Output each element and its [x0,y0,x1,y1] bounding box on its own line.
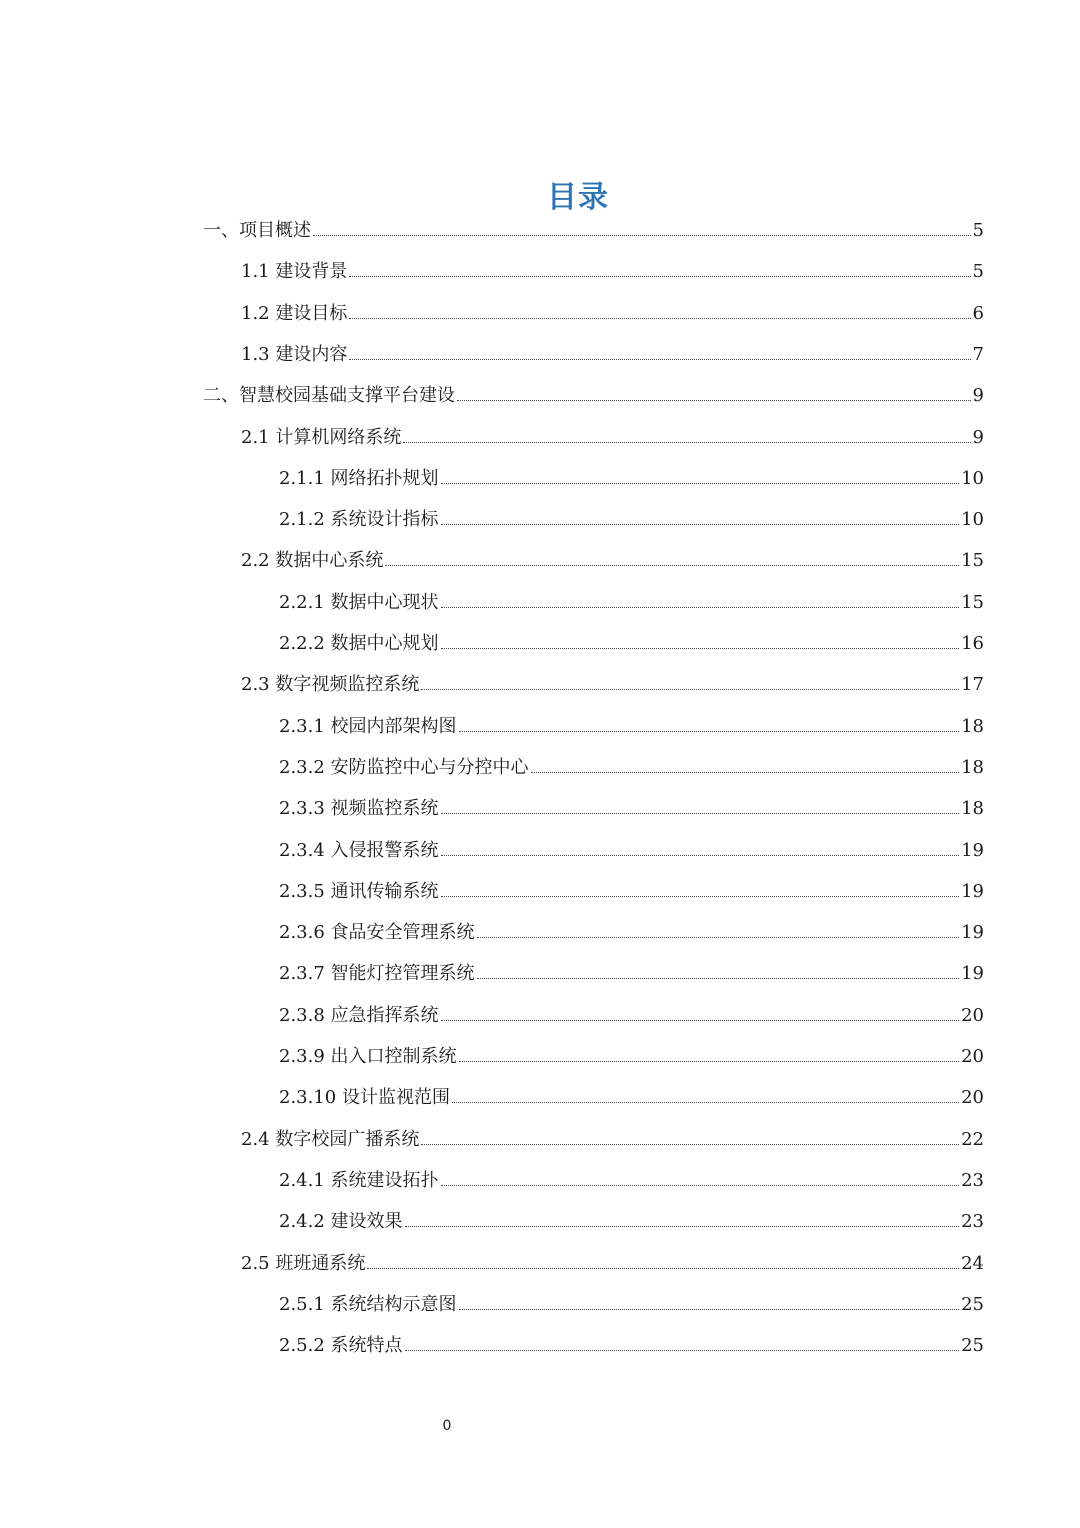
toc-entry-page: 5 [972,261,984,283]
toc-entry-label: 2.5.2 系统特点 [279,1335,403,1357]
toc-entry-page: 19 [961,880,984,902]
toc-entry-label: 2.2.1 数据中心现状 [279,591,439,613]
toc-entry[interactable] [241,341,984,369]
toc-dot-leader [405,1350,960,1351]
toc-entry-page: 20 [961,1087,984,1109]
toc-entry-label: 1.2 建设目标 [241,302,348,324]
toc-dot-leader [313,235,971,236]
toc-dot-leader [477,937,960,938]
toc-entry-label: 2.4.2 建设效果 [279,1211,403,1233]
toc-dot-leader [367,1268,959,1269]
toc-dot-leader [441,607,960,608]
toc-entry-label: 一、项目概述 [203,220,311,241]
toc-entry[interactable] [279,878,984,906]
toc-dot-leader [441,648,960,649]
toc-entry-label: 2.1.1 网络拓扑规划 [279,467,439,489]
toc-entry-page: 18 [961,715,984,737]
toc-entry-label: 2.3.5 通讯传输系统 [279,880,439,902]
toc-entry[interactable] [203,382,984,410]
toc-entry-label: 2.4 数字校园广播系统 [241,1128,420,1150]
toc-entry[interactable] [279,589,984,617]
toc-entry[interactable] [203,217,984,245]
toc-entry-page: 19 [961,963,984,985]
toc-entry[interactable] [241,671,984,699]
toc-entry[interactable] [279,1043,984,1071]
toc-dot-leader [349,318,970,319]
toc-entry-label: 2.3.6 食品安全管理系统 [279,922,475,944]
toc-entry-page: 10 [961,467,984,489]
toc-entry-page: 20 [961,1046,984,1067]
toc-entry-page: 16 [961,633,984,654]
toc-entry-page: 22 [961,1128,984,1150]
toc-entry[interactable] [241,1250,984,1278]
toc-dot-leader [477,978,960,979]
toc-entry[interactable] [279,1002,984,1030]
toc-entry-page: 6 [972,302,984,324]
toc-dot-leader [421,689,959,690]
toc-dot-leader [459,731,960,732]
toc-entry[interactable] [279,960,984,988]
toc-dot-leader [421,1144,959,1145]
toc-entry[interactable] [279,506,984,534]
toc-entry-page: 9 [972,426,984,448]
toc-entry-page: 19 [961,839,984,861]
toc-entry[interactable] [241,547,984,575]
toc-entry-label: 2.1.2 系统设计指标 [279,509,439,531]
toc-entry-label: 2.3.4 入侵报警系统 [279,839,439,861]
toc-entry-page: 18 [961,798,984,820]
toc-dot-leader [531,772,960,773]
toc-entry-page: 19 [961,922,984,944]
toc-entry-label: 2.3.8 应急指挥系统 [279,1004,439,1026]
toc-entry-page: 25 [961,1335,984,1357]
toc-entry-page: 24 [961,1252,984,1274]
toc-entry-page: 5 [972,220,984,241]
toc-entry-label: 2.4.1 系统建设拓扑 [279,1169,439,1191]
toc-entry-page: 23 [961,1169,984,1191]
toc-entry-label: 2.3.7 智能灯控管理系统 [279,963,475,985]
toc-entry-page: 18 [961,756,984,778]
toc-entry[interactable] [279,919,984,947]
toc-dot-leader [385,565,959,566]
toc-entry-label: 2.1 计算机网络系统 [241,426,402,448]
toc-entry[interactable] [279,1167,984,1195]
toc-entry-label: 2.2 数据中心系统 [241,550,384,572]
toc-entry[interactable] [279,754,984,782]
toc-entry-page: 15 [961,591,984,613]
toc-entry-label: 2.3.9 出入口控制系统 [279,1046,457,1067]
toc-entry-label: 1.1 建设背景 [241,261,348,283]
page-number: 0 [442,1418,452,1434]
toc-dot-leader [441,1185,960,1186]
toc-entry[interactable] [279,837,984,865]
toc-entry-label: 2.5 班班通系统 [241,1252,366,1274]
toc-dot-leader [441,1020,960,1021]
toc-entry[interactable] [241,424,984,452]
toc-dot-leader [459,1309,960,1310]
toc-dot-leader [441,896,960,897]
toc-dot-leader [403,442,970,443]
toc-entry[interactable] [279,1332,984,1360]
toc-dot-leader [441,524,960,525]
toc-entry-label: 2.3 数字视频监控系统 [241,674,420,696]
toc-entry-page: 15 [961,550,984,572]
toc-dot-leader [457,400,971,401]
toc-entry[interactable] [279,1084,984,1112]
toc-entry[interactable] [241,258,984,286]
toc-dot-leader [349,359,970,360]
toc-dot-leader [441,855,960,856]
toc-entry[interactable] [241,1126,984,1154]
toc-entry-label: 2.3.2 安防监控中心与分控中心 [279,756,529,778]
toc-entry[interactable] [279,630,984,658]
toc-dot-leader [441,483,960,484]
toc-entry[interactable] [279,465,984,493]
toc-dot-leader [459,1061,960,1062]
toc-entry-page: 10 [961,509,984,531]
toc-entry-label: 二、智慧校园基础支撑平台建设 [203,385,455,407]
toc-entry[interactable] [279,1208,984,1236]
toc-entry-page: 25 [961,1293,984,1315]
toc-entry-label: 1.3 建设内容 [241,343,348,365]
toc-entry-label: 2.2.2 数据中心规划 [279,633,439,654]
toc-entry[interactable] [279,713,984,741]
toc-entry-page: 9 [972,385,984,407]
toc-entry-page: 7 [972,343,984,365]
toc-entry[interactable] [279,1291,984,1319]
toc-entry-page: 17 [961,674,984,696]
toc-entry-label: 2.3.3 视频监控系统 [279,798,439,820]
toc-dot-leader [405,1226,960,1227]
toc-entry-label: 2.5.1 系统结构示意图 [279,1293,457,1315]
toc-entry-page: 23 [961,1211,984,1233]
toc-entry-label: 2.3.10 设计监视范围 [279,1087,450,1109]
toc-dot-leader [349,276,970,277]
toc-entry[interactable] [279,795,984,823]
toc-entry-page: 20 [961,1004,984,1026]
toc-entry[interactable] [241,300,984,328]
toc-entry-label: 2.3.1 校园内部架构图 [279,715,457,737]
toc-dot-leader [452,1102,959,1103]
toc-title: 目录 [547,180,609,215]
toc-dot-leader [441,813,960,814]
